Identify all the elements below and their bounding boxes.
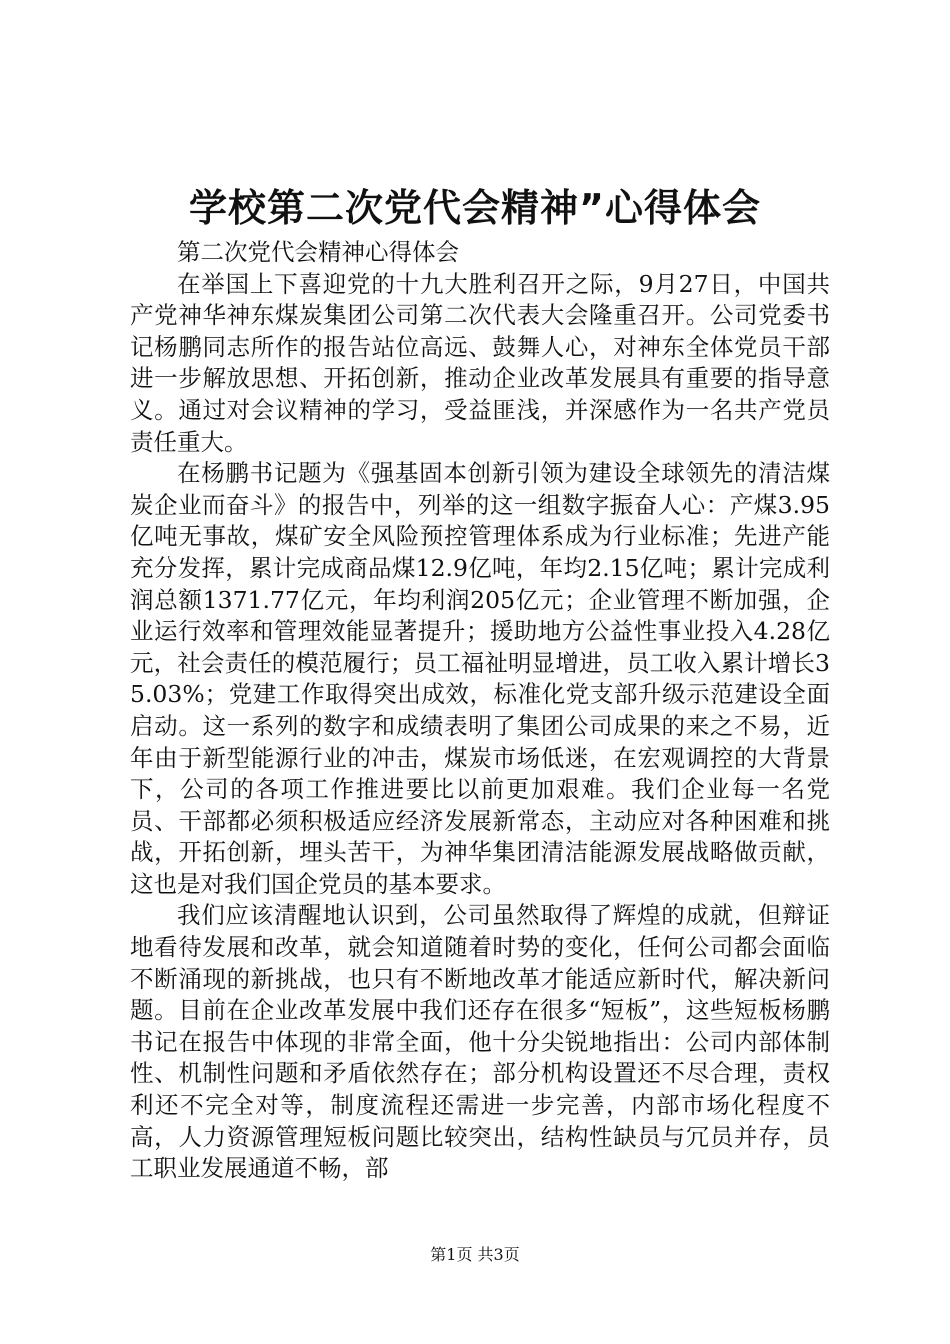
page-number-footer: 第1页 共3页	[430, 1245, 520, 1264]
document-title: 学校第二次党代会精神”心得体会	[189, 186, 761, 230]
paragraph-subtitle: 第二次党代会精神心得体会	[177, 238, 459, 266]
paragraph-2: 在杨鹏书记题为《强基固本创新引领为建设全球领先的清洁煤炭企业而奋斗》的报告中，列举的这一组数字振奋人心：产煤3.95亿吨无事故，煤矿安全风险预控管理体系成为行业标准；先进产能充分发挥，累计完成商品煤12.9亿吨，年均2.15亿吨；累计完成利润总额1371.77亿元，年均利润205亿元；企业管理不断加强，企业运行效率和管理效能显著提升；援助地方公益性事业投入4.28亿元，社会责任的模范履行；员工福祉明显增进，员工收入累计增长35.03%；党建工作取得突出成效，标准化党支部升级示范建设全面启动。这一系列的数字和成绩表明了集团公司成果的来之不易，近年由于新型能源行业的冲击，煤炭市场低迷，在宏观调控的大背景下，公司的各项工作推进要比以前更加艰难。我们企业每一名党员、干部都必须积极适应经济发展新常态，主动应对各种困难和挑战，开拓创新，埋头苦干，为神华集团清洁能源发展战略做贡献，这也是对我们国企党员的基本要求。	[130, 459, 830, 898]
document-body	[130, 237, 830, 1185]
paragraph-3: 我们应该清醒地认识到，公司虽然取得了辉煌的成就，但辩证地看待发展和改革，就会知道随着时势的变化，任何公司都会面临不断涌现的新挑战，也只有不断地改革才能适应新时代，解决新问题。目前在企业改革发展中我们还存在很多“短板”，这些短板杨鹏书记在报告中体现的非常全面，他十分尖锐地指出：公司内部体制性、机制性问题和矛盾依然存在；部分机构设置还不尽合理，责权利还不完全对等，制度流程还需进一步完善，内部市场化程度不高，人力资源管理短板问题比较突出，结构性缺员与冗员并存，员工职业发展通道不畅，部	[130, 901, 830, 1183]
paragraph-1: 在举国上下喜迎党的十九大胜利召开之际，9月27日，中国共产党神华神东煤炭集团公司第二次代表大会隆重召开。公司党委书记杨鹏同志所作的报告站位高远、鼓舞人心，对神东全体党员干部进一步解放思想、开拓创新，推动企业改革发展具有重要的指导意义。通过对会议精神的学习，受益匪浅，并深感作为一名共产党员责任重大。	[130, 269, 830, 456]
